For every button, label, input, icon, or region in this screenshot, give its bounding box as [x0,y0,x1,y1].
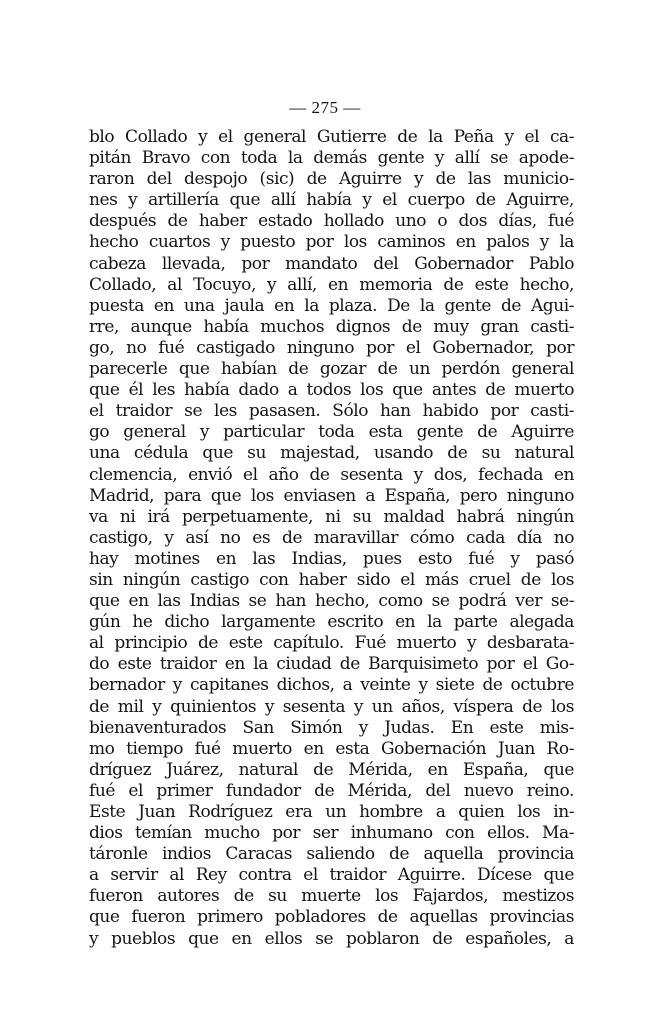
text-line: dríguez Juárez, natural de Mérida, en España, que [89,759,574,780]
text-line: que en las Indias se han hecho, como se podrá ver se- [89,591,574,612]
text-line: dios temían mucho por ser inhumano con ellos. Ma- [89,823,574,844]
text-line: blo Collado y el general Gutierre de la Peña y el ca- [89,127,574,147]
text-line: puesta en una jaula en la plaza. De la gente de Agui- [89,295,574,316]
text-line: pitán Bravo con toda la demás gente y allí se apode- [89,148,574,169]
text-line: el traidor se les pasasen. Sólo han habido por casti- [89,401,574,422]
text-line: a servir al Rey contra el traidor Aguirre. Dícese que [89,865,574,886]
text-line: que él les había dado a todos los que antes de muerto [89,380,574,401]
text-line: al principio de este capítulo. Fué muerto y desbarata- [89,633,574,654]
text-line: hay motines en las Indias, pues esto fué y pasó [89,548,574,569]
text-line: va ni irá perpetuamente, ni su maldad habrá ningún [89,506,574,527]
text-line: castigo, y así no es de maravillar cómo cada día no [89,527,574,548]
text-line: do este traidor en la ciudad de Barquisimeto por el Go- [89,654,574,675]
text-line: raron del despojo (sic) de Aguirre y de las municio- [89,169,574,190]
text-line: Madrid, para que los enviasen a España, pero ninguno [89,485,574,506]
text-line: sin ningún castigo con haber sido el más cruel de los [89,569,574,590]
text-line: cabeza llevada, por mandato del Gobernador Pablo [89,253,574,274]
text-line: clemencia, envió el año de sesenta y dos, fechada en [89,464,574,485]
body-text [89,127,574,950]
text-line: una cédula que su majestad, usando de su natural [89,443,574,464]
text-line: y pueblos que en ellos se poblaron de españoles, a [89,928,574,949]
text-line: fué el primer fundador de Mérida, del nuevo reino. [89,780,574,801]
text-line: go general y particular toda esta gente de Aguirre [89,422,574,443]
text-line: fueron autores de su muerte los Fajardos, mestizos [89,886,574,907]
text-line: de mil y quinientos y sesenta y un años, víspera de los [89,696,574,717]
text-line: táronle indios Caracas saliendo de aquella provincia [89,844,574,865]
text-line: mo tiempo fué muerto en esta Gobernación Juan Ro- [89,738,574,759]
text-line: bienaventurados San Simón y Judas. En este mis- [89,717,574,738]
text-line: rre, aunque había muchos dignos de muy gran casti- [89,316,574,337]
text-line: Collado, al Tocuyo, y allí, en memoria de este hecho, [89,274,574,295]
text-line: parecerle que habían de gozar de un perdón general [89,359,574,380]
text-line: después de haber estado hollado uno o dos días, fué [89,211,574,232]
text-line: go, no fué castigado ninguno por el Gobernador, por [89,337,574,358]
text-line: gún he dicho largamente escrito en la parte alegada [89,612,574,633]
text-line: Este Juan Rodríguez era un hombre a quien los in- [89,802,574,822]
text-line: bernador y capitanes dichos, a veinte y siete de octubre [89,675,574,696]
text-line: que fueron primero pobladores de aquellas provincias [89,907,574,928]
text-line: hecho cuartos y puesto por los caminos en palos y la [89,232,574,253]
page-number: — 275 — [289,98,361,117]
text-line: nes y artillería que allí había y el cuerpo de Aguirre, [89,190,574,211]
